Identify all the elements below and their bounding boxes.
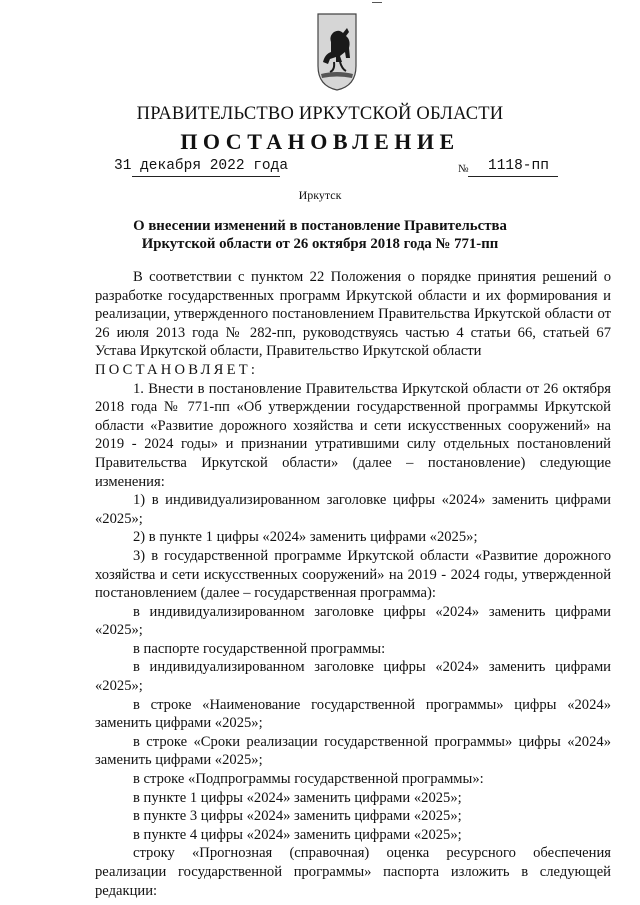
change-passport-heading: в индивидуализированном заголовке цифры «2024» заменить цифрами «2025»; — [95, 659, 611, 695]
irkutsk-coat-of-arms-icon — [316, 12, 358, 92]
government-name: ПРАВИТЕЛЬСТВО ИРКУТСКОЙ ОБЛАСТИ — [136, 104, 504, 124]
decree-number: 1118-пп — [488, 158, 549, 174]
subject-line-2: Иркутской области от 26 октября 2018 года № 771-пп — [141, 236, 499, 252]
change-point-3: в пункте 3 цифры «2024» заменить цифрами «2025»; — [133, 808, 462, 825]
sub-item-1: 1) в индивидуализированном заголовке цифры «2024» заменить цифрами «2025»; — [95, 492, 611, 527]
change-heading: в индивидуализированном заголовке цифры «2024» заменить цифрами «2025»; — [95, 603, 611, 639]
subject-line-1: О внесении изменений в постановление Правительства — [133, 218, 507, 234]
sub-item-2: 2) в пункте 1 цифры «2024» заменить цифрами «2025»; — [133, 529, 478, 546]
city: Иркутск — [298, 188, 342, 202]
item-1: 1. Внести в постановление Правительства Иркутской области от 26 октября 2018 года № 771-пп «Об утверждении государственной программы Иркутской области «Развитие дорожного хозяйства и сети искусственных сооружений» на 2019 - 2024 годы» и признании утратившими силу отдельных постановлений Правительства Иркутской области» (далее – постановление) следующие изменения: — [95, 380, 611, 490]
preamble: В соответствии с пунктом 22 Положения о порядке принятия решений о разработке государственных программ Иркутской области и их формирования и реализации, утвержденного постановлением Правительства Иркутской области от 26 июля 2013 года № 282-пп, руководствуясь частью 4 статьи 66, статьей 67 Устава Иркутской области, Правительство Иркутской области — [95, 269, 611, 360]
change-passport: в паспорте государственной программы: — [133, 640, 386, 657]
number-underline — [468, 176, 558, 177]
date-underline — [132, 176, 280, 177]
sub-item-3: 3) в государственной программе Иркутской области «Развитие дорожного хозяйства и сети искусственных сооружений» на 2019 - 2024 годы, утвержденной постановлением (далее – государственная программа): — [95, 547, 611, 602]
change-forecast-row: строку «Прогнозная (справочная) оценка ресурсного обеспечения реализации государственной программы» паспорта изложить в следующей редакции: — [95, 845, 611, 899]
number-sign: № — [458, 163, 469, 175]
resolves-word: ПОСТАНОВЛЯЕТ: — [95, 361, 259, 378]
change-subprograms-row: в строке «Подпрограммы государственной программы»: — [133, 771, 484, 788]
decree-subject — [0, 217, 640, 253]
change-terms-row: в строке «Сроки реализации государственной программы» цифры «2024» заменить цифрами «2025»; — [95, 733, 611, 769]
document-type: ПОСТАНОВЛЕНИЕ — [180, 129, 460, 154]
change-name-row: в строке «Наименование государственной программы» цифры «2024» заменить цифрами «2025»; — [95, 696, 611, 732]
scan-mark — [372, 2, 382, 3]
change-point-1: в пункте 1 цифры «2024» заменить цифрами «2025»; — [133, 789, 462, 806]
decree-body — [95, 268, 611, 900]
change-point-4: в пункте 4 цифры «2024» заменить цифрами «2025»; — [133, 826, 462, 843]
decree-date: 31 декабря 2022 года — [114, 158, 289, 174]
